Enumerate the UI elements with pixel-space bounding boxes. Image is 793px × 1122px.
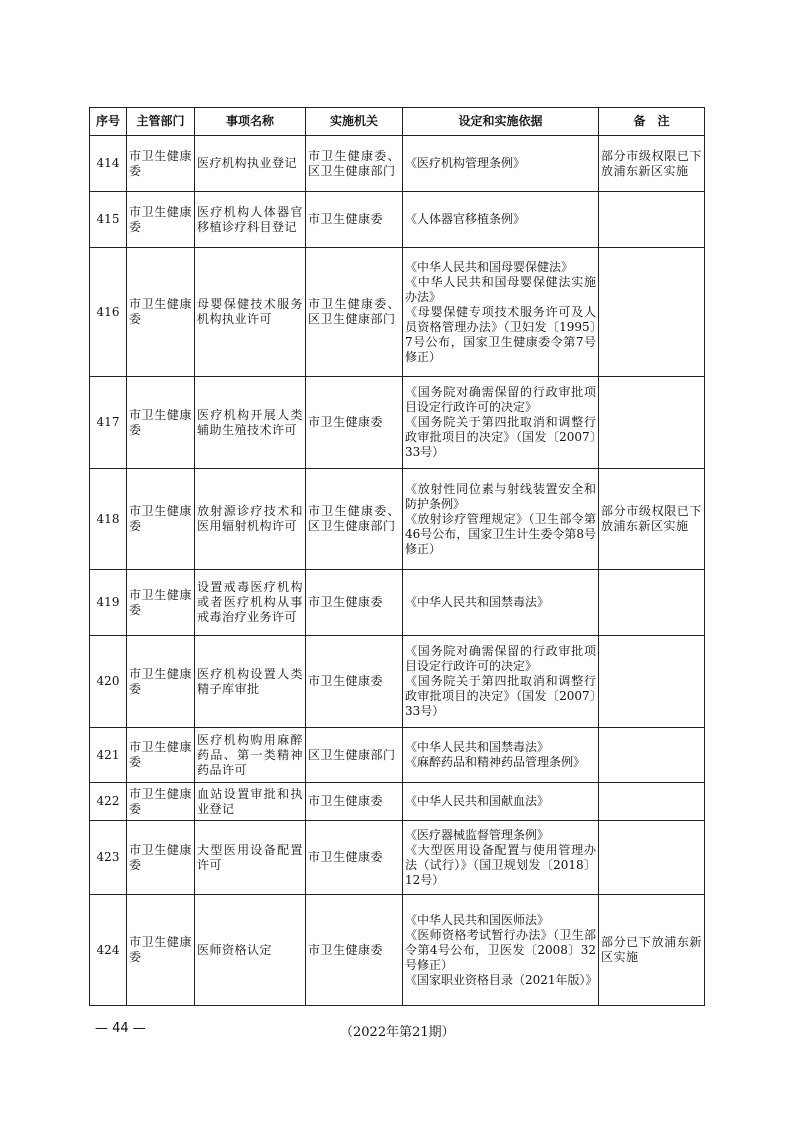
issue-label: （2022年第21期） [340,1025,455,1040]
basis-line: 《放射诊疗管理规定》（卫生部令第46号公布，国家卫生计生委令第8号修正） [405,511,596,556]
row-number: 418 [90,469,127,570]
row-dept: 市卫生健康委 [127,728,195,783]
header-basis: 设定和实施依据 [403,108,599,136]
table-row [90,469,705,570]
row-agency: 市卫生健康委 [306,377,403,469]
row-number: 420 [90,636,127,728]
row-number: 419 [90,570,127,636]
table-row [90,821,705,895]
row-dept: 市卫生健康委 [127,469,195,570]
row-note: 部分已下放浦东新区实施 [599,895,705,1006]
row-basis [403,570,599,636]
row-basis [403,783,599,821]
header-agency: 实施机关 [306,108,403,136]
basis-line: 《麻醉药品和精神药品管理条例》 [405,755,586,769]
basis-line: 《中华人民共和国禁毒法》 [405,595,550,609]
row-basis [403,895,599,1006]
row-dept: 市卫生健康委 [127,248,195,377]
row-note [599,248,705,377]
basis-line: 《国务院对确需保留的行政审批项目设定行政许可的决定》 [405,385,596,414]
basis-line: 《大型医用设备配置与使用管理办法（试行）》（国卫规划发〔2018〕12号） [405,842,596,887]
table-row [90,377,705,469]
row-item-name: 母婴保健技术服务机构执业许可 [195,248,306,377]
basis-line: 《中华人民共和国医师法》 [405,912,550,927]
table-row [90,783,705,821]
row-basis [403,192,599,248]
basis-line: 《人体器官移植条例》 [405,212,526,226]
basis-line: 《中华人民共和国母婴保健法实施办法》 [405,274,596,304]
row-agency: 市卫生健康委 [306,895,403,1006]
basis-line: 《国务院关于第四批取消和调整行政审批项目的决定》（国发〔2007〕33号） [405,415,596,459]
administrative-permit-table [89,107,705,1006]
row-basis [403,377,599,469]
row-basis [403,821,599,895]
row-item-name: 医疗机构人体器官移植诊疗科目登记 [195,192,306,248]
basis-line: 《医师资格考试暂行办法》（卫生部令第4号公布，卫医发〔2008〕32号修正） [405,927,596,972]
header-item: 事项名称 [195,108,306,136]
row-number: 415 [90,192,127,248]
row-dept: 市卫生健康委 [127,821,195,895]
row-note [599,192,705,248]
basis-line: 《医疗器械监督管理条例》 [405,827,550,842]
row-number: 416 [90,248,127,377]
table-row [90,192,705,248]
row-dept: 市卫生健康委 [127,136,195,192]
row-dept: 市卫生健康委 [127,636,195,728]
basis-line: 《中华人民共和国母婴保健法》 [405,259,574,274]
row-dept: 市卫生健康委 [127,570,195,636]
basis-line: 《国家职业资格目录（2021年版）》 [405,972,598,987]
row-note [599,377,705,469]
row-item-name: 医疗机构开展人类辅助生殖技术许可 [195,377,306,469]
row-item-name: 大型医用设备配置许可 [195,821,306,895]
row-dept: 市卫生健康委 [127,895,195,1006]
basis-line: 《母婴保健专项技术服务许可及人员资格管理办法》（卫妇发〔1995〕7号公布，国家卫生健康委令第7号修正） [405,304,596,364]
row-note: 部分市级权限已下放浦东新区实施 [599,136,705,192]
row-number: 417 [90,377,127,469]
row-dept: 市卫生健康委 [127,192,195,248]
basis-line: 《国务院关于第四批取消和调整行政审批项目的决定》（国发〔2007〕33号） [405,674,596,718]
row-item-name: 医疗机构执业登记 [195,136,306,192]
row-number: 422 [90,783,127,821]
row-note [599,728,705,783]
basis-line: 《国务院对确需保留的行政审批项目设定行政许可的决定》 [405,644,596,673]
table-row [90,728,705,783]
row-number: 423 [90,821,127,895]
row-item-name: 医疗机构设置人类精子库审批 [195,636,306,728]
row-basis [403,728,599,783]
row-note [599,821,705,895]
row-note [599,783,705,821]
basis-line: 《医疗机构管理条例》 [405,156,526,170]
row-number: 414 [90,136,127,192]
page-number: — 44 — [95,1021,146,1036]
header-no: 序号 [90,108,127,136]
row-agency: 市卫生健康委、区卫生健康部门 [306,469,403,570]
row-basis [403,248,599,377]
row-item-name: 设置戒毒医疗机构或者医疗机构从事戒毒治疗业务许可 [195,570,306,636]
basis-line: 《中华人民共和国献血法》 [405,794,550,808]
row-note [599,570,705,636]
row-dept: 市卫生健康委 [127,377,195,469]
table-body [90,136,705,1006]
row-agency: 市卫生健康委 [306,636,403,728]
basis-line: 《放射性同位素与射线装置安全和防护条例》 [405,481,596,511]
row-agency: 市卫生健康委 [306,783,403,821]
header-note: 备 注 [599,108,705,136]
table-row [90,136,705,192]
row-agency: 市卫生健康委、区卫生健康部门 [306,248,403,377]
table-row [90,248,705,377]
row-dept: 市卫生健康委 [127,783,195,821]
row-agency: 市卫生健康委 [306,192,403,248]
row-note: 部分市级权限已下放浦东新区实施 [599,469,705,570]
table-row [90,895,705,1006]
basis-line: 《中华人民共和国禁毒法》 [405,740,550,754]
row-agency: 市卫生健康委 [306,821,403,895]
row-agency: 区卫生健康部门 [306,728,403,783]
row-number: 424 [90,895,127,1006]
row-item-name: 医师资格认定 [195,895,306,1006]
header-dept: 主管部门 [127,108,195,136]
row-agency: 市卫生健康委 [306,570,403,636]
row-note [599,636,705,728]
row-number: 421 [90,728,127,783]
table-header-row [90,108,705,136]
row-agency: 市卫生健康委、区卫生健康部门 [306,136,403,192]
row-basis [403,136,599,192]
row-item-name: 放射源诊疗技术和医用辐射机构许可 [195,469,306,570]
row-basis [403,636,599,728]
row-item-name: 医疗机构购用麻醉药品、第一类精神药品许可 [195,728,306,783]
row-item-name: 血站设置审批和执业登记 [195,783,306,821]
table-row [90,636,705,728]
row-basis [403,469,599,570]
table-row [90,570,705,636]
